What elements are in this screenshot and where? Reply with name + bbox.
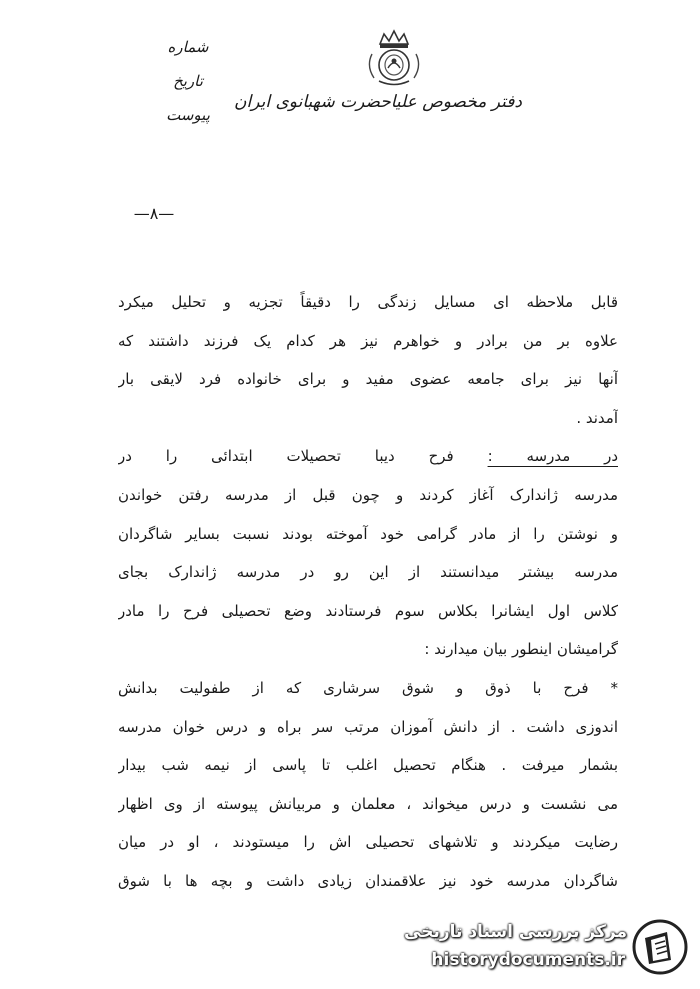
meta-label-date: تاریخ bbox=[173, 72, 203, 90]
letterhead-title: دفتر مخصوص علیاحضرت شهبانوی ایران bbox=[234, 92, 522, 112]
text-line: آمدند . bbox=[576, 408, 618, 427]
text-line: کلاس اول ایشانرا بکلاس سوم فرستادند وضع تحصیلی فرح را مادر bbox=[118, 601, 618, 620]
text-line: اندوزی داشت . از دانش آموزان مرتب سر براه و درس خوان مدرسه bbox=[118, 717, 618, 736]
watermark-url: historydocuments.ir bbox=[431, 950, 625, 970]
letter-meta-labels bbox=[148, 30, 228, 132]
text-line: شاگردان مدرسه خود نیز علاقمندان زیادی داشت و بچه ها با شوق bbox=[118, 871, 618, 890]
meta-label-number: شماره bbox=[167, 38, 209, 56]
watermark-title: مرکز بررسی اسناد تاریخی bbox=[404, 922, 627, 942]
text-line: رضایت میکردند و تلاشهای تحصیلی اش را میستودند ، او در میان bbox=[118, 833, 618, 852]
text-line: علاوه بر من برادر و خواهرم نیز هر کدام یک فرزند داشتند که bbox=[118, 331, 618, 350]
section-heading-rest: فرح دیبا تحصیلات ابتدائی را در bbox=[118, 447, 488, 466]
body-text bbox=[118, 283, 618, 901]
text-line: مدرسه بیشتر میدانستند از این رو در مدرسه ژاندارک بجای bbox=[118, 563, 618, 582]
section-heading: در مدرسه : bbox=[487, 447, 618, 466]
text-line: بشمار میرفت . هنگام تحصیل اغلب تا پاسی از نیمه شب بیدار bbox=[118, 756, 618, 775]
text-line: مدرسه ژاندارک آغاز کردند و چون قبل از مدرسه رفتن خواندن bbox=[118, 485, 618, 504]
text-line: آنها نیز برای جامعه عضوی مفید و برای خانواده فرد لایقی بار bbox=[118, 370, 618, 389]
page-number: —۸— bbox=[133, 204, 175, 223]
archive-logo-icon bbox=[631, 918, 689, 976]
watermark bbox=[404, 912, 695, 980]
text-line bbox=[118, 437, 618, 476]
text-line: گرامیشان اینطور بیان میدارند : bbox=[424, 640, 618, 659]
meta-label-attachment: پیوست bbox=[166, 106, 210, 124]
text-line: و نوشتن را از مادر گرامی خود آموخته بودند نسبت بسایر شاگردان bbox=[118, 524, 618, 543]
text-line: قابل ملاحظه ای مسایل زندگی را دقیقاً تجزیه و تحلیل میکرد bbox=[118, 293, 618, 311]
crown-emblem-icon bbox=[362, 28, 426, 90]
text-line: می نشست و درس میخواند ، معلمان و مربیانش پیوسته از وی اظهار bbox=[118, 794, 618, 813]
text-line: * فرح با ذوق و شوق سرشاری که از طفولیت بدانش bbox=[118, 678, 618, 697]
